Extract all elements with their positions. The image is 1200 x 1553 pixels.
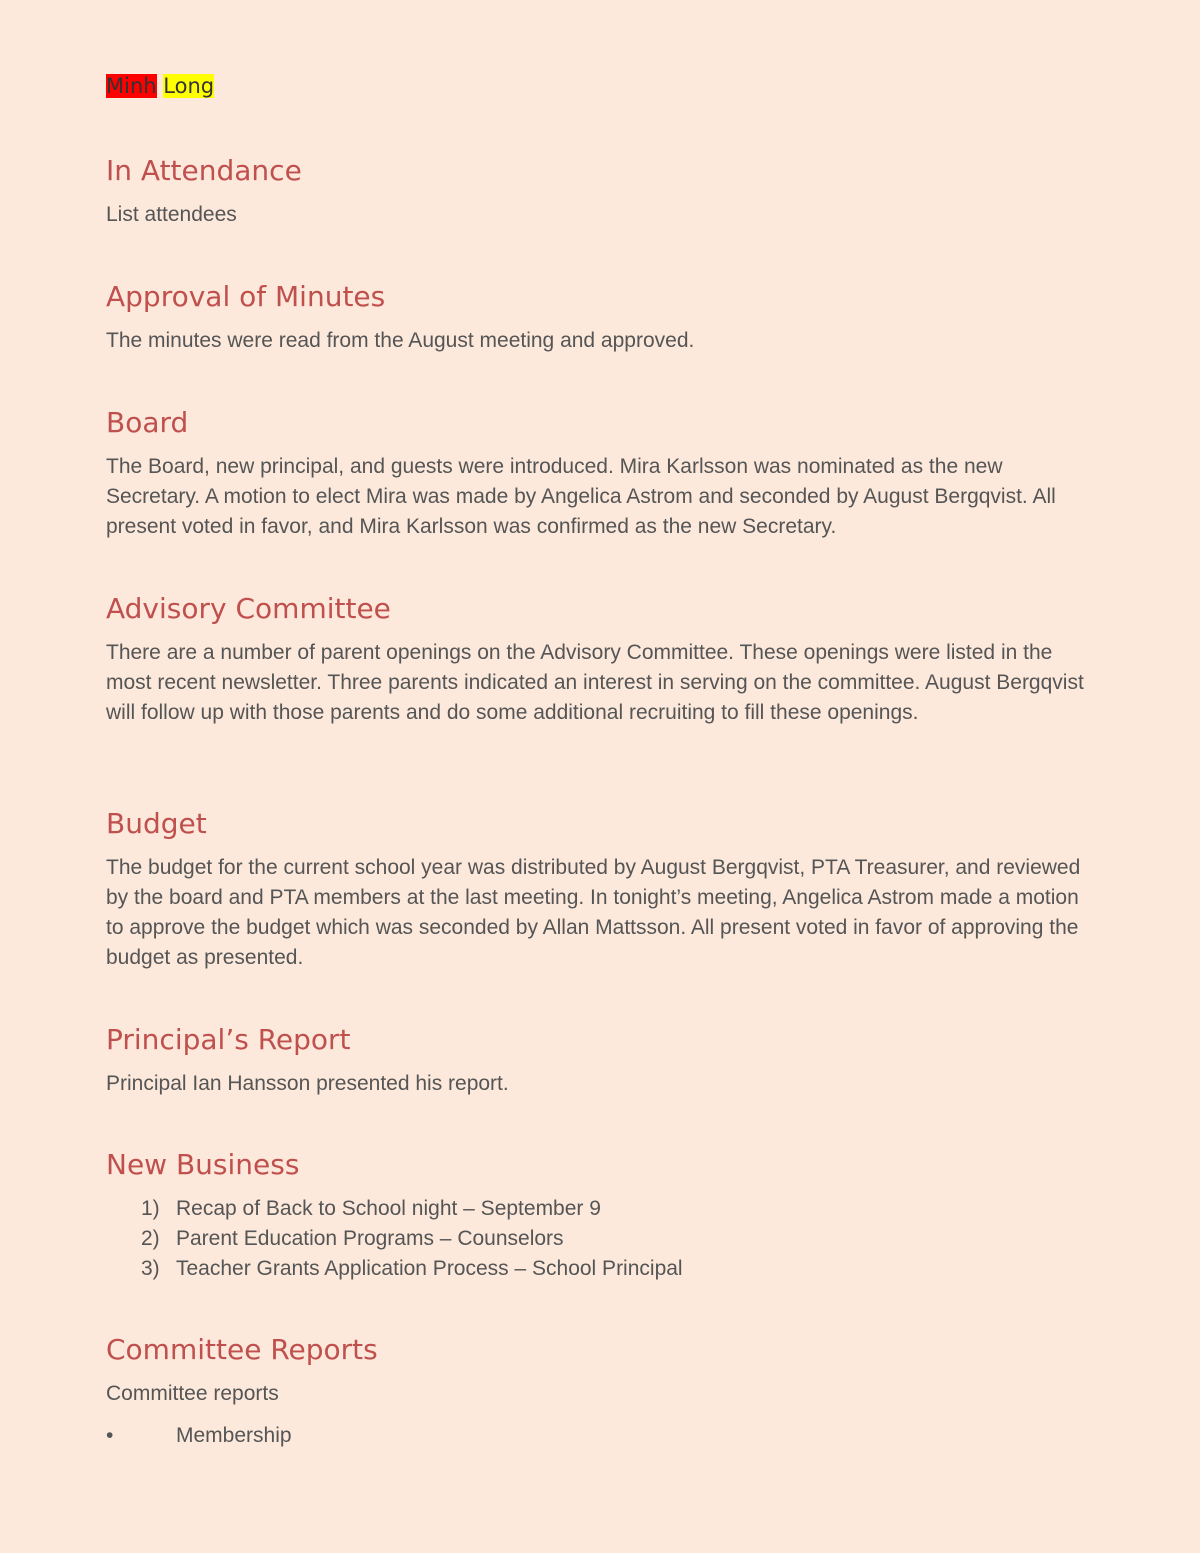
list-number: 1) — [141, 1197, 160, 1220]
section-body: List attendees — [106, 203, 237, 226]
section-approval — [106, 280, 1096, 356]
list-number: 2) — [141, 1227, 160, 1250]
list-item — [106, 1224, 1096, 1254]
section-committee-reports — [106, 1333, 1096, 1451]
section-new-business — [106, 1148, 1096, 1284]
section-body: The minutes were read from the August meeting and approved. — [106, 329, 695, 352]
author-name — [106, 72, 214, 100]
list-number: 3) — [141, 1257, 160, 1280]
list-item-text: Membership — [176, 1424, 292, 1447]
bullet-icon: • — [106, 1424, 114, 1447]
section-heading: Advisory Committee — [106, 592, 391, 625]
section-heading: Budget — [106, 807, 207, 840]
section-heading: Principal’s Report — [106, 1023, 351, 1056]
section-attendance — [106, 154, 1096, 230]
list-item — [106, 1194, 1096, 1224]
section-advisory — [106, 592, 1096, 728]
author-first-name: Minh — [106, 74, 157, 98]
list-item — [106, 1421, 1096, 1451]
list-item-text: Recap of Back to School night – September 9 — [176, 1197, 601, 1220]
section-board — [106, 406, 1096, 542]
section-body: There are a number of parent openings on the Advisory Committee. These openings were listed in the most recent newsletter. Three parents indicated an interest in serving on the committee. August Bergqvist will follow up with those parents and do some additional recruiting to fill these openings. — [106, 641, 1084, 724]
section-principal — [106, 1023, 1096, 1099]
section-heading: Approval of Minutes — [106, 280, 386, 313]
section-heading: In Attendance — [106, 154, 302, 187]
section-heading: New Business — [106, 1148, 300, 1181]
committee-reports-list — [106, 1421, 1096, 1451]
list-item-text: Parent Education Programs – Counselors — [176, 1227, 564, 1250]
section-budget — [106, 807, 1096, 973]
section-body: The Board, new principal, and guests were introduced. Mira Karlsson was nominated as the new Secretary. A motion to elect Mira was made by Angelica Astrom and seconded by August Bergqvist. All present voted in favor, and Mira Karlsson was confirmed as the new Secretary. — [106, 455, 1056, 538]
section-body: Committee reports — [106, 1382, 279, 1405]
section-body: Principal Ian Hansson presented his report. — [106, 1072, 509, 1095]
new-business-list — [106, 1194, 1096, 1284]
section-body: The budget for the current school year was distributed by August Bergqvist, PTA Treasurer, and reviewed by the board and PTA members at the last meeting. In tonight’s meeting, Angelica Astrom made a motion to approve the budget which was seconded by Allan Mattsson. All present voted in favor of approving the budget as presented. — [106, 856, 1081, 969]
section-heading: Committee Reports — [106, 1333, 378, 1366]
list-item-text: Teacher Grants Application Process – School Principal — [176, 1257, 683, 1280]
author-last-name: Long — [163, 74, 215, 98]
list-item — [106, 1254, 1096, 1284]
section-heading: Board — [106, 406, 189, 439]
